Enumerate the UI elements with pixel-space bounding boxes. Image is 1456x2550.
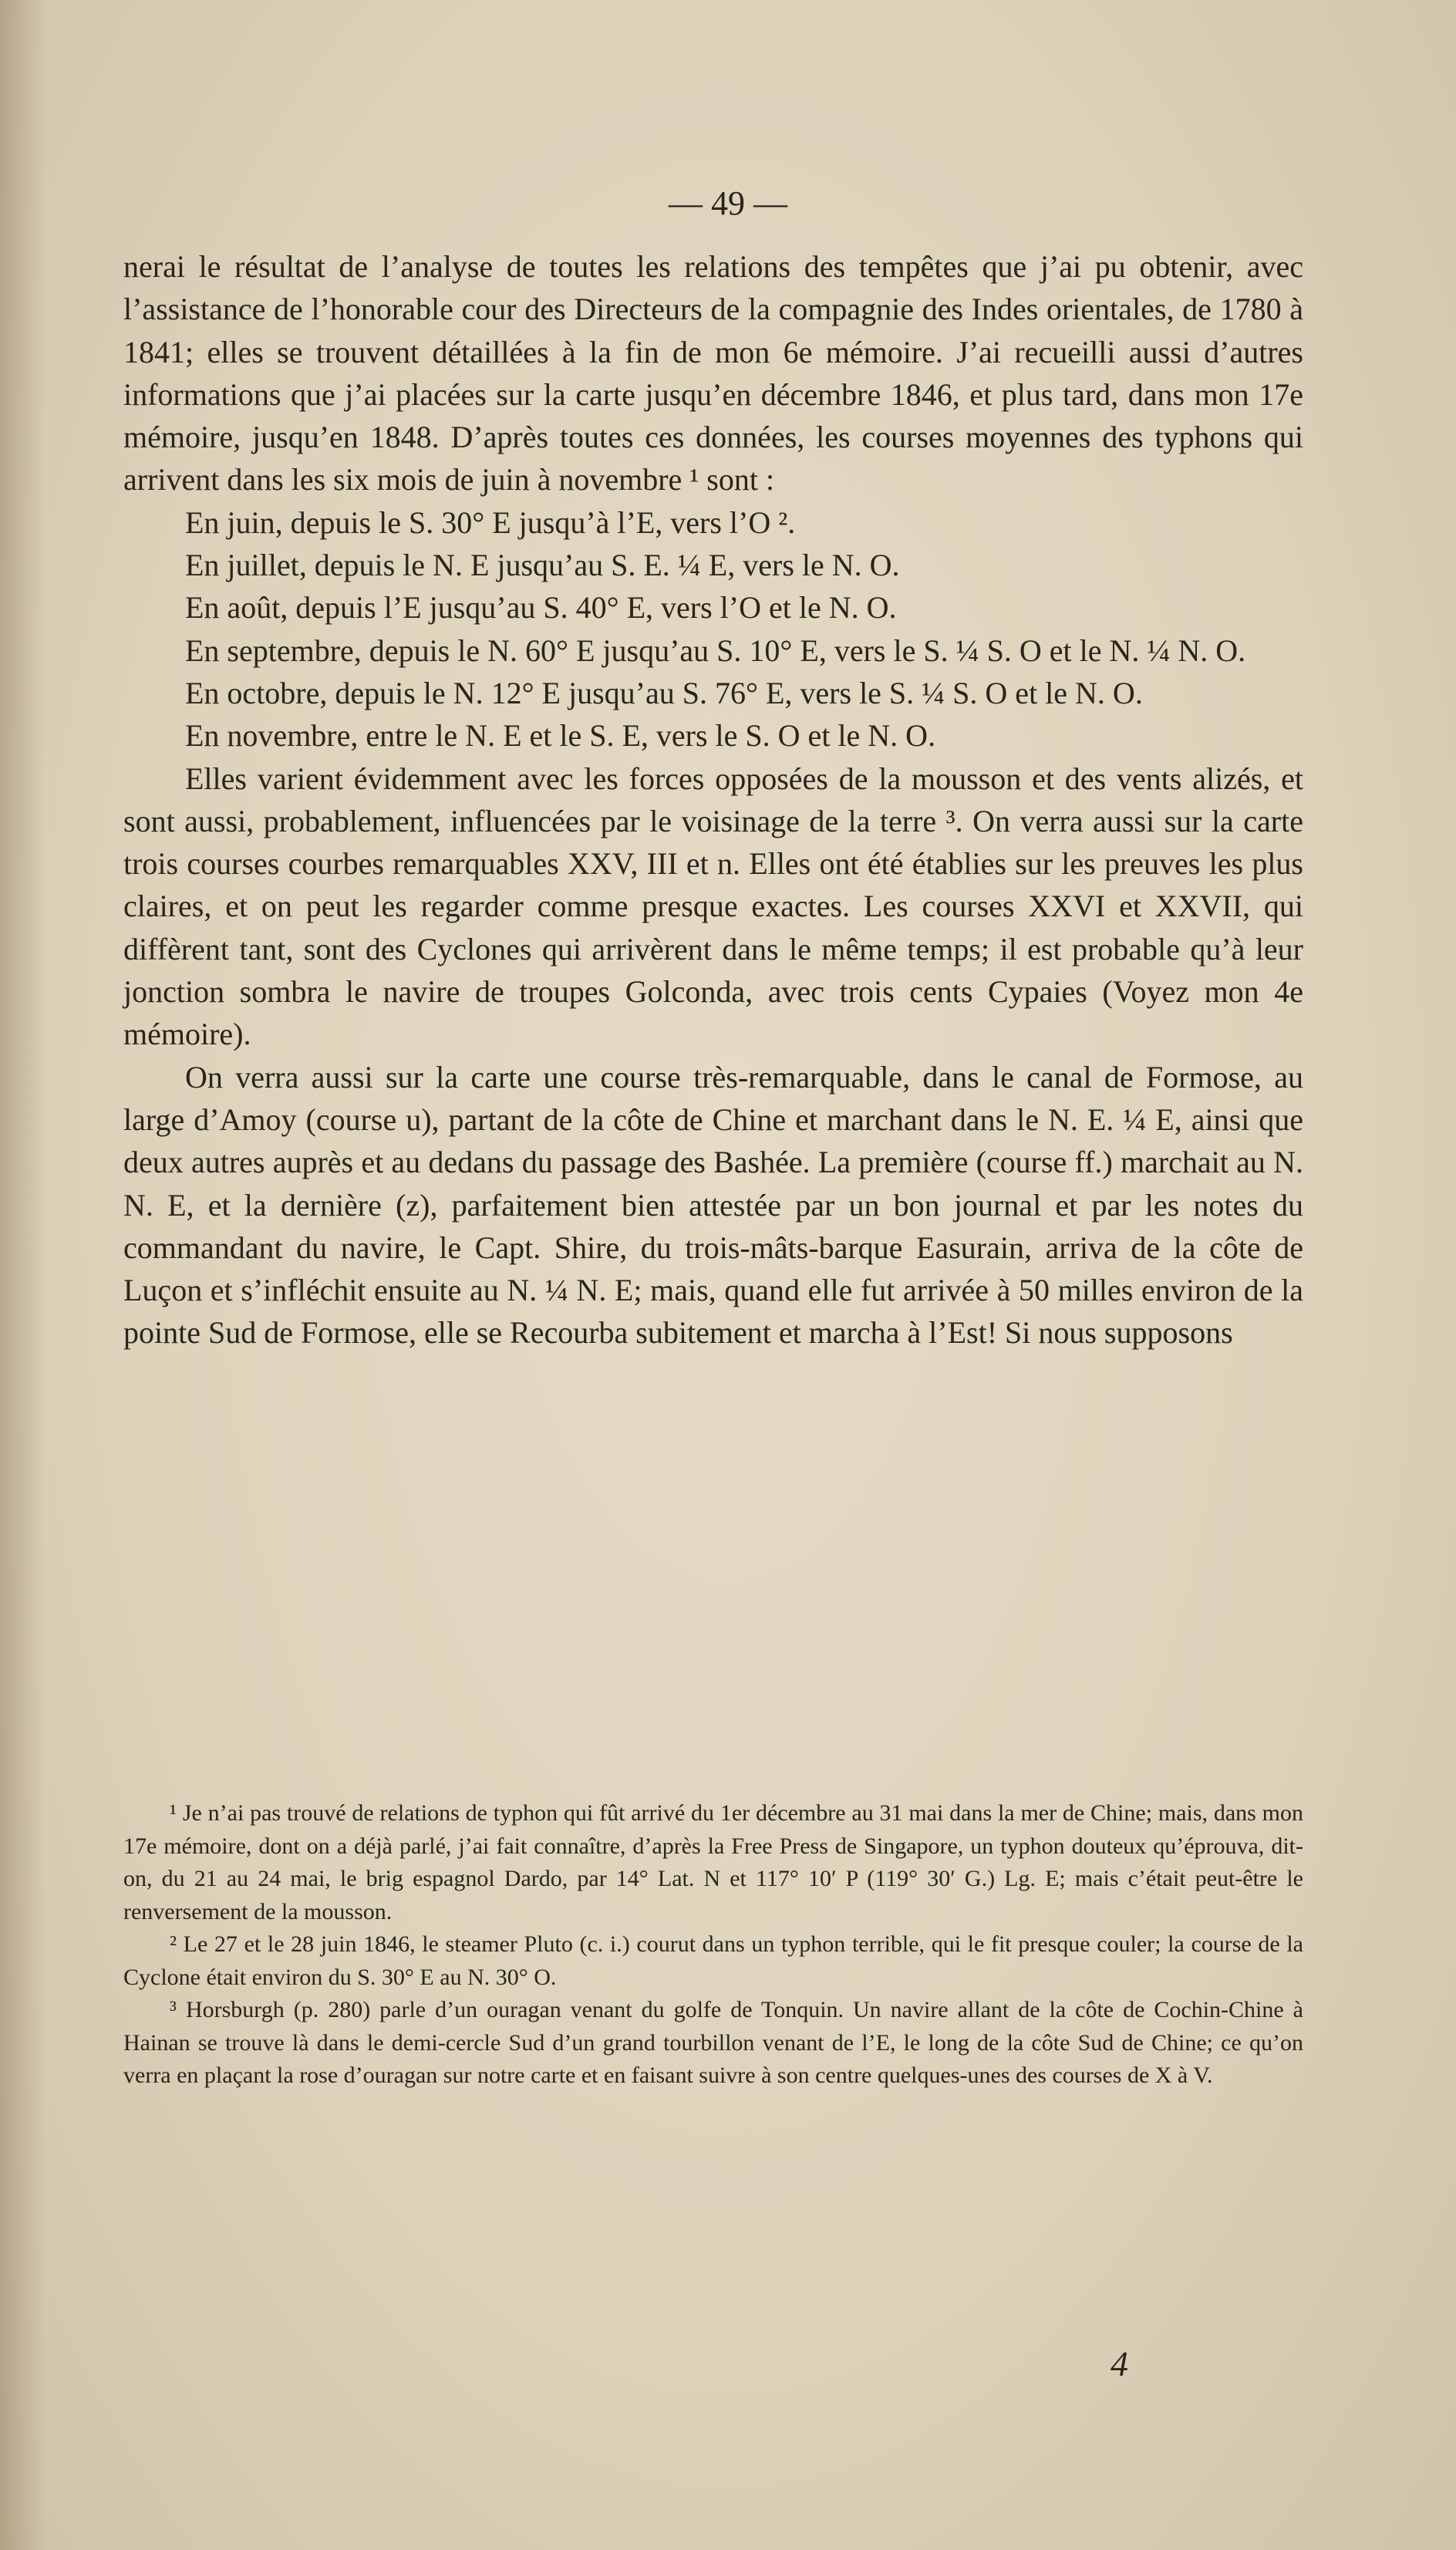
footnote: ² Le 27 et le 28 juin 1846, le steamer Pluto (c. i.) courut dans un typhon terrible, qui le fit presque couler; la course de la Cyclone était environ du S. 30° E au N. 30° O. [123, 1931, 1303, 1990]
paragraph: nerai le résultat de l’analyse de toutes les relations des tempêtes que j’ai pu obtenir, avec l’assistance de l’honorable cour des Directeurs de la compagnie des Indes orientales, de 1780 à 1841; elles se trouvent détaillées à la fin de mon 6e mémoire. J’ai recueilli aussi d’autres informations que j’ai placées sur la carte jusqu’en décembre 1846, et plus tard, dans mon 17e mémoire, jusqu’en 1848. D’après toutes ces données, les courses moyennes des typhons qui arrivent dans les six mois de juin à novembre ¹ sont : [123, 249, 1303, 498]
footnote: ¹ Je n’ai pas trouvé de relations de typhon qui fût arrivé du 1er décembre au 31 mai dans la mer de Chine; mais, dans mon 17e mémoire, dont on a déjà parlé, j’ai fait connaître, d’après la Free Press de Singapore, un typhon douteux qu’éprouva, dit-on, du 21 au 24 mai, le brig espagnol Dardo, par 14° Lat. N et 117° 10′ P (119° 30′ G.) Lg. E; mais c’était peut-être le renversement de la mousson. [123, 1800, 1303, 1924]
paragraph: En septembre, depuis le N. 60° E jusqu’au S. 10° E, vers le S. ¼ S. O et le N. ¼ N. O. [185, 632, 1246, 668]
signature-mark: 4 [1111, 2344, 1128, 2383]
paragraph: En octobre, depuis le N. 12° E jusqu’au S. 76° E, vers le S. ¼ S. O et le N. O. [185, 675, 1143, 710]
paragraph: Elles varient évidemment avec les forces opposées de la mousson et des vents alizés, et sont aussi, probablement, influencées par le voisinage de la terre ³. On verra aussi sur la carte trois courses courbes remarquables XXV, III et n. Elles ont été établies sur les preuves les plus claires, et on peut les regarder comme presque exactes. Les courses XXVI et XXVII, qui diffèrent tant, sont des Cyclones qui arrivèrent dans le même temps; il est probable qu’à leur jonction sombra le navire de troupes Golconda, avec trois cents Cypaies (Voyez mon 4e mémoire). [123, 761, 1303, 1052]
main-text [123, 245, 1303, 1354]
paragraph: En juin, depuis le S. 30° E jusqu’à l’E, vers l’O ². [185, 504, 796, 540]
footnotes [123, 1797, 1303, 2093]
paragraph: On verra aussi sur la carte une course très-remarquable, dans le canal de Formose, au large d’Amoy (course u), partant de la côte de Chine et marchant dans le N. E. ¼ E, ainsi que deux autres auprès et au dedans du passage des Bashée. La première (course ff.) marchait au N. N. E, et la dernière (z), parfaitement bien attestée par un bon journal et par les notes du commandant du navire, le Capt. Shire, du trois-mâts-barque Easurain, arriva de la côte de Luçon et s’infléchit ensuite au N. ¼ N. E; mais, quand elle fut arrivée à 50 milles environ de la pointe Sud de Formose, elle se Recourba subitement et marcha à l’Est! Si nous supposons [123, 1059, 1303, 1351]
paragraph: En août, depuis l’E jusqu’au S. 40° E, vers l’O et le N. O. [185, 590, 897, 626]
paragraph: En novembre, entre le N. E et le S. E, vers le S. O et le N. O. [185, 718, 936, 754]
footnote: ³ Horsburgh (p. 280) parle d’un ouragan venant du golfe de Tonquin. Un navire allant de la côte de Cochin-Chine à Hainan se trouve là dans le demi-cercle Sud d’un grand tourbillon venant de l’E, le long de la côte Sud de Chine; ce qu’on verra en plaçant la rose d’ouragan sur notre carte et en faisant suivre à son centre quelques-unes des courses de X à V. [123, 1997, 1303, 2088]
paragraph: En juillet, depuis le N. E jusqu’au S. E. ¼ E, vers le N. O. [185, 548, 900, 583]
page-number: — 49 — [669, 184, 787, 222]
